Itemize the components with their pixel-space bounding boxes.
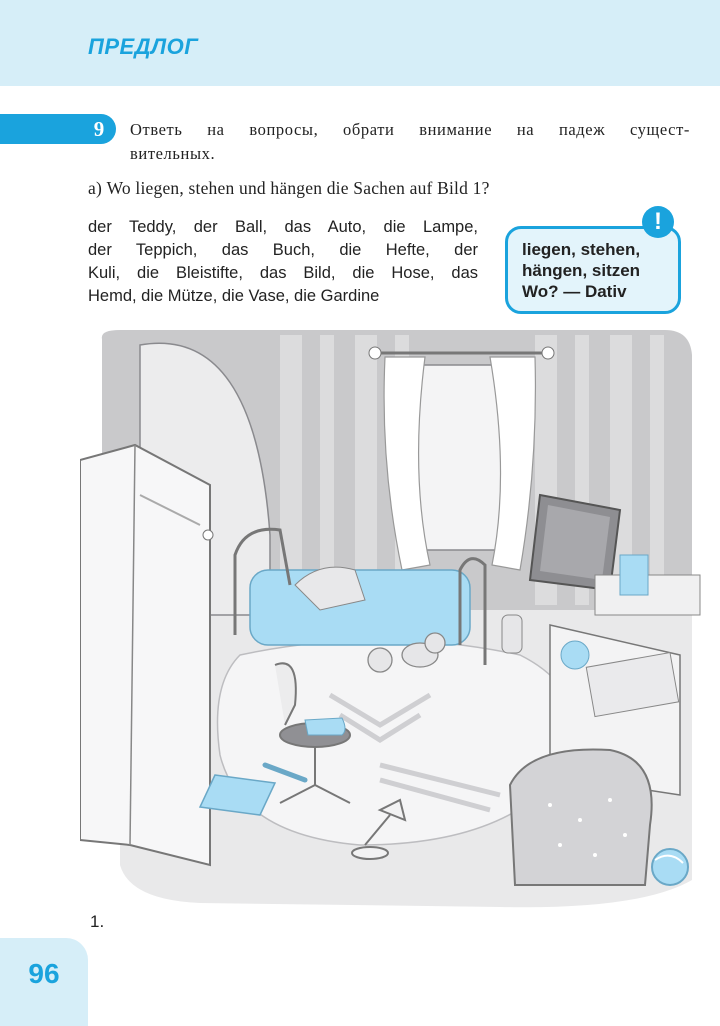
instruction-line: вительных.	[130, 144, 216, 163]
rule-line: liegen, stehen,	[522, 240, 641, 259]
ball	[652, 849, 688, 885]
wardrobe	[80, 445, 210, 865]
grammar-rule-box	[505, 226, 681, 314]
toy-car	[305, 718, 345, 735]
rule-line: Wo? — Dativ	[522, 282, 627, 301]
word-list-line: der Teddy, der Ball, das Auto, die Lampe,	[88, 218, 478, 236]
word-list-line: Hemd, die Mütze, die Vase, die Gardine	[88, 287, 380, 305]
armchair	[510, 749, 652, 885]
word-list	[88, 216, 478, 308]
exercise-instruction	[130, 118, 690, 166]
instruction-line: Ответь на вопросы, обрати внимание на падеж сущест-	[130, 120, 690, 139]
book	[620, 555, 648, 595]
desk-object	[561, 641, 589, 669]
page-number: 96	[28, 958, 60, 989]
section-title: ПРЕДЛОГ	[88, 34, 199, 59]
exclamation-icon: !	[642, 206, 674, 238]
exercise-number: 9	[93, 117, 105, 141]
vase	[502, 615, 522, 653]
curtain-rod-end	[369, 347, 381, 359]
answer-line-label: 1.	[90, 912, 105, 931]
word-list-line: der Teppich, das Buch, die Hefte, der	[88, 241, 478, 259]
word-list-line: Kuli, die Bleistifte, das Bild, die Hose, das	[88, 264, 478, 282]
rule-line: hängen, sitzen	[522, 261, 641, 280]
curtain-rod-end	[542, 347, 554, 359]
door-knob	[203, 530, 213, 540]
task-a-question: а) Wo liegen, stehen und hängen die Sachen auf Bild 1?	[88, 178, 490, 198]
room-illustration	[80, 325, 720, 915]
